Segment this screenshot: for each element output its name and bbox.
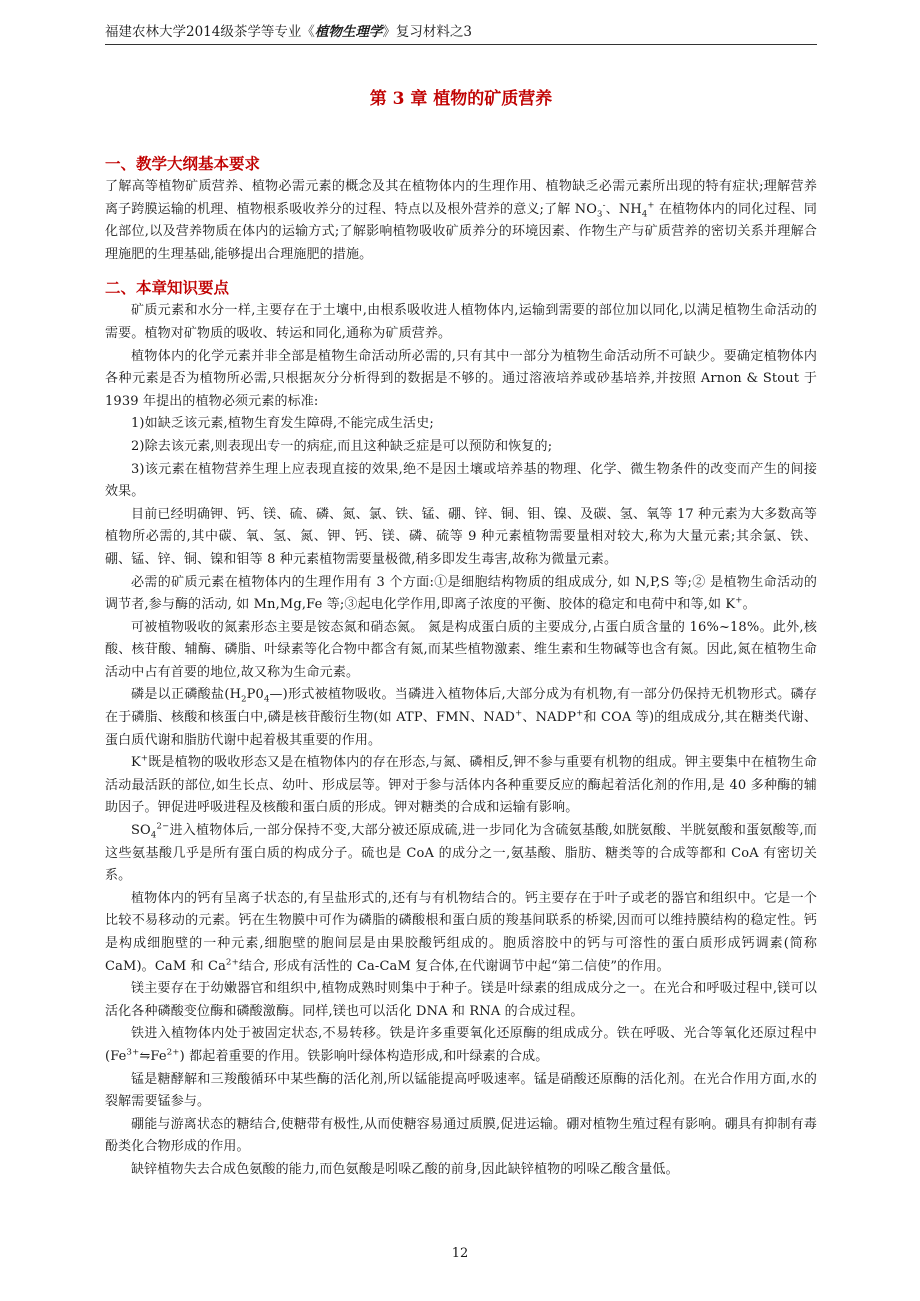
paragraph-potassium: [105, 752, 817, 820]
text-run: 进入植物体后,一部分保持不变,大部分被还原成硫,进一步同化为含硫氨基酸,如胱氨酸、半胱氨酸和蛋氨酸等,而这些氨基酸几乎是所有蛋白质的构成分子。硫也是 CoA 的成分之一,氨基酸、脂肪、糖类等的合成等都和 CoA 有密切关系。: [105, 823, 817, 884]
text-run: 必需的矿质元素在植物体内的生理作用有 3 个方面:①是细胞结构物质的组成成分, 如 N,P,S 等;② 是植物生命活动的调节者,参与酶的活动, 如 Mn,Mg,Fe 等;③起电化学作用,即离子浓度的平衡、胶体的稳定和电荷中和等,如 K: [105, 574, 817, 613]
superscript: 2+: [226, 957, 239, 968]
text-run: ) 都起着重要的作用。铁影响叶绿体构造形成,和叶绿素的合成。: [179, 1048, 549, 1064]
paragraph-sulfur: [105, 820, 817, 888]
text-run: 磷是以正磷酸盐(H: [131, 687, 242, 703]
paragraph-zinc: 缺锌植物失去合成色氨酸的能力,而色氨酸是吲哚乙酸的前身,因此缺锌植物的吲哚乙酸含量低。: [131, 1161, 679, 1177]
paragraph-calcium: [105, 888, 817, 978]
paragraph-manganese: 锰是糖酵解和三羧酸循环中某些酶的活化剂,所以锰能提高呼吸速率。锰是硝酸还原酶的活化剂。在光合作用方面,水的裂解需要锰参与。: [105, 1071, 817, 1110]
header-course-name: 植物生理学: [314, 24, 383, 40]
superscript: 2+: [166, 1047, 180, 1058]
text-run: ⇋Fe: [139, 1048, 167, 1064]
criterion-3: 3)该元素在植物营养生理上应表现直接的效果,绝不是因土壤或培养基的物理、化学、微生物条件的改变而产生的间接效果。: [105, 461, 817, 500]
running-header: [105, 20, 817, 45]
paragraph-magnesium: 镁主要存在于幼嫩器官和组织中,植物成熟时则集中于种子。镁是叶绿素的组成成分之一。在光合和呼吸过程中,镁可以活化各种磷酸变位酶和磷酸激酶。同样,镁也可以活化 DNA 和 RNA 的合成过程。: [105, 981, 817, 1019]
text-run: 。: [742, 597, 756, 613]
superscript: +: [140, 753, 149, 764]
subscript: 4: [150, 830, 157, 841]
superscript: +: [647, 200, 655, 211]
paragraph-boron: 硼能与游离状态的糖结合,使糖带有极性,从而使糖容易通过质膜,促进运输。硼对植物生殖过程有影响。硼具有抑制有毒酚类化合物形成的作用。: [105, 1116, 817, 1155]
page-number: 12: [451, 1246, 469, 1261]
page-content: [105, 86, 817, 1182]
text-run: 在植物体内的同化过程、同化部位,以及营养物质在体内的运输方式;了解影响植物吸收矿质养分的环境因素、作物生产与矿质营养的密切关系并理解合理施肥的生理基础,能够提出合理施肥的措施。: [105, 201, 817, 262]
paragraph-essential-elements: 植物体内的化学元素并非全部是植物生命活动所必需的,只有其中一部分为植物生命活动所不可缺少。要确定植物体内各种元素是否为植物所必需,只根据灰分分析得到的数据是不够的。通过溶液培养或砂基培养,并按照 Arnon & Stout 于 1939 年提出的植物必须元素的标准:: [105, 348, 817, 409]
superscript: 3+: [126, 1047, 140, 1058]
criterion-2: 2)除去该元素,则表现出专一的病症,而且这种缺乏症是可以预防和恢复的;: [131, 438, 553, 454]
chapter-title: 第 3 章 植物的矿质营养: [369, 89, 553, 109]
header-prefix: 福建农林大学2014级茶学等专业《: [105, 24, 315, 40]
paragraph-physiological-roles: [105, 572, 817, 617]
superscript: -: [602, 200, 606, 211]
superscript: +: [515, 708, 523, 719]
superscript: +: [735, 595, 743, 606]
superscript: 2−: [156, 821, 170, 832]
text-run: 、NH: [605, 201, 642, 217]
subscript: 4: [641, 209, 648, 220]
paragraph-iron: [105, 1023, 817, 1068]
section-heading-key-points: 二、本章知识要点: [105, 278, 230, 298]
text-run: K: [131, 755, 141, 771]
text-run: 和 COA 等)的组成成分,其在糖类代谢、蛋白质代谢和脂肪代谢中起着极其重要的作用。: [105, 710, 817, 748]
text-run: 植物体内的钙有呈离子状态的,有呈盐形式的,还有与有机物结合的。钙主要存在于叶子或老的器官和组织中。它是一个比较不易移动的元素。钙在生物膜中可作为磷脂的磷酸根和蛋白质的羧基间联系的桥梁,因而可以维持膜结构的稳定性。钙是构成细胞壁的一种元素,细胞壁的胞间层是由果胶酸钙组成的。胞质溶胶中的钙与可溶性的蛋白质形成钙调素(简称 CaM)。CaM 和 Ca: [105, 890, 817, 974]
text-run: 结合, 形成有活性的 Ca-CaM 复合体,在代谢调节中起“第二信使”的作用。: [238, 958, 670, 974]
text-run: —)形式被植物吸收。当磷进入植物体后,大部分成为有机物,有一部分仍保持无机物形式。磷存在于磷脂、核酸和核蛋白中,磷是核苷酸衍生物(如 ATP、FMN、NAD: [105, 687, 817, 726]
text-run: P0: [246, 687, 264, 703]
paragraph-17-elements: 目前已经明确钾、钙、镁、硫、磷、氮、氯、铁、锰、硼、锌、铜、钼、镍、及碳、氢、氧等 17 种元素为大多数高等植物所必需的,其中碳、氧、氢、氮、钾、钙、镁、磷、硫等 9 种元素植物需要量相对较大,称为大量元素;其余氯、铁、硼、锰、锌、铜、镍和钼等 8 种元素植物需要量极微,稍多即发生毒害,故称为微量元素。: [105, 506, 817, 567]
text-run: 、NADP: [522, 710, 577, 726]
text-run: SO: [131, 823, 151, 839]
subscript: 3: [597, 209, 603, 220]
text-run: 了解高等植物矿质营养、植物必需元素的概念及其在植物体内的生理作用、植物缺乏必需元素所出现的特有症状;理解营养离子跨膜运输的机理、植物根系吸收养分的过程、特点以及根外营养的意义;了解 NO: [105, 179, 817, 217]
superscript: +: [576, 708, 584, 719]
section-heading-requirements: 一、教学大纲基本要求: [105, 154, 261, 173]
criterion-1: 1)如缺乏该元素,植物生育发生障碍,不能完成生活史;: [131, 416, 434, 432]
text-run: 既是植物的吸收形态又是在植物体内的存在形态,与氮、磷相反,钾不参与重要有机物的组成。钾主要集中在植物生命活动最活跃的部位,如生长点、幼叶、形成层等。钾对于参与活体内各种重要反应的酶起着活化剂的作用,是 40 多种酶的辅助因子。钾促进呼吸进程及核酸和蛋白质的形成。钾对糖类的合成和运输有影响。: [105, 755, 817, 816]
paragraph-phosphorus: [105, 684, 817, 752]
header-suffix: 》复习材料之3: [382, 24, 472, 40]
text-run: 铁进入植物体内处于被固定状态,不易转移。铁是许多重要氧化还原酶的组成成分。铁在呼吸、光合等氧化还原过程中 (Fe: [105, 1026, 817, 1064]
subscript: 2: [241, 695, 247, 706]
paragraph-mineral-nutrition: 矿质元素和水分一样,主要存在于土壤中,由根系吸收进人植物体内,运输到需要的部位加以同化,以满足植物生命活动的需要。植物对矿物质的吸收、转运和同化,通称为矿质营养。: [105, 303, 817, 341]
paragraph-nitrogen: 可被植物吸收的氮素形态主要是铵态氮和硝态氮。 氮是构成蛋白质的主要成分,占蛋白质含量的 16%~18%。此外,核酸、核苷酸、辅酶、磷脂、叶绿素等化合物中都含有氮,而某些植物激素、维生素和生物碱等也含有氮。因此,氮在植物生命活动中占有首要的地位,故又称为生命元素。: [105, 619, 817, 680]
requirements-paragraph: [105, 176, 817, 266]
subscript: 4: [263, 695, 270, 706]
